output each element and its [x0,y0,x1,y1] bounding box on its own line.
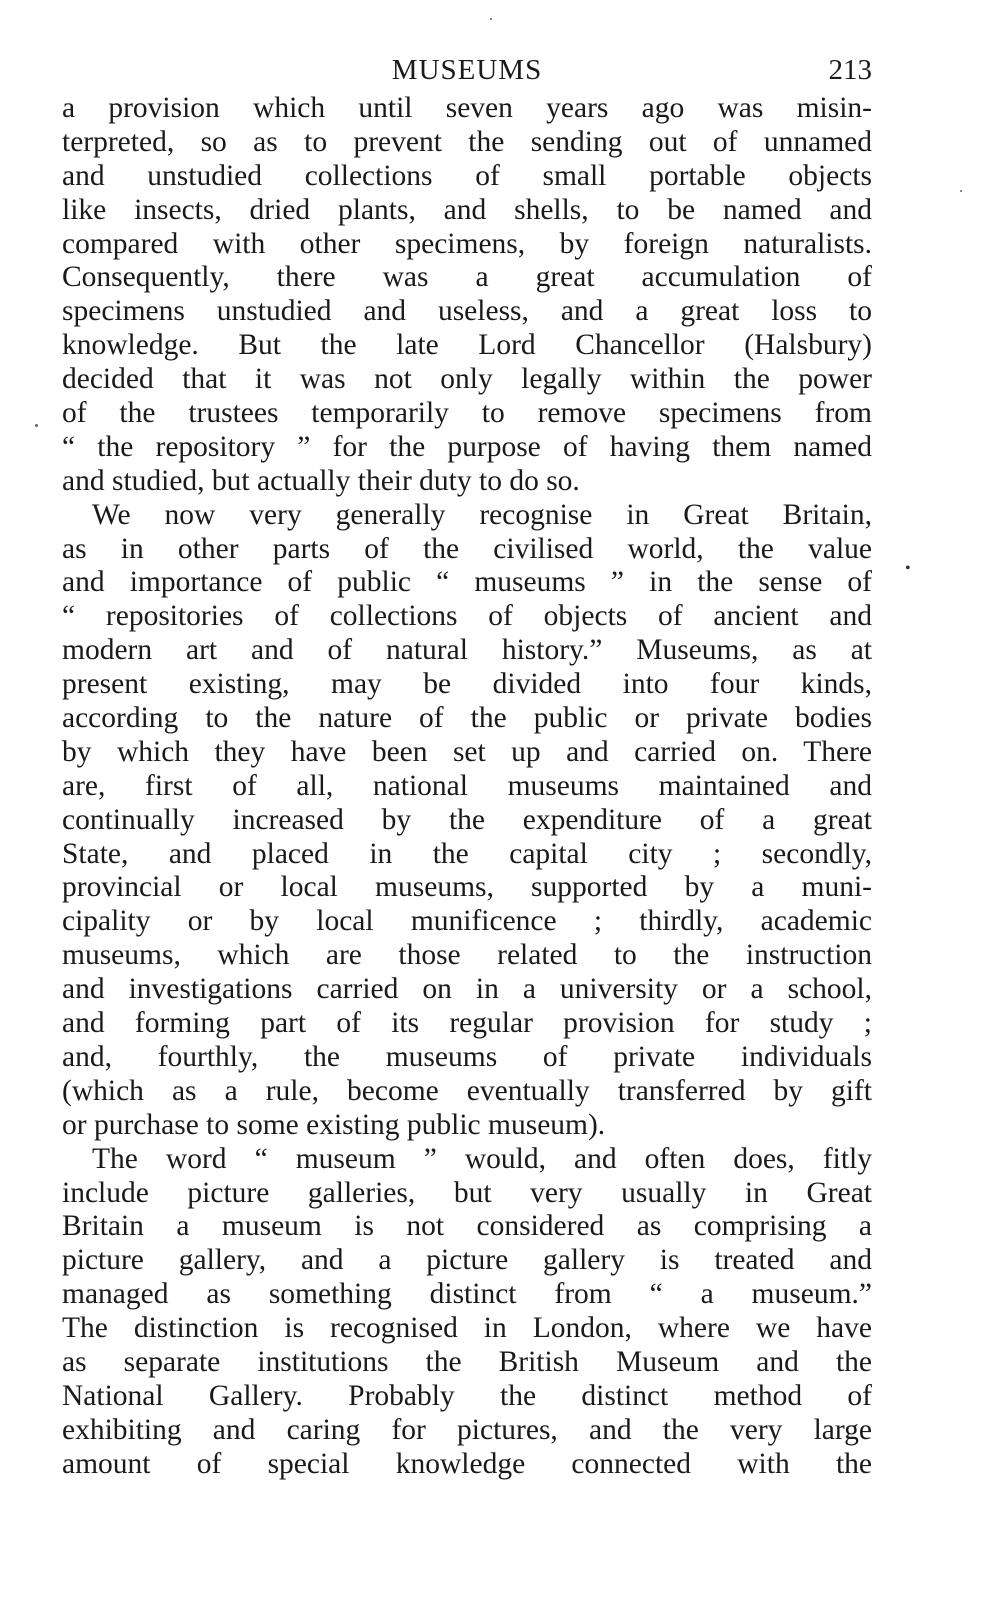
text-line: present existing, may be divided into four kinds, [62,668,872,701]
text-line: decided that it was not only legally within the power [62,363,872,396]
text-line: Britain a museum is not considered as comprising a [62,1210,872,1243]
text-line: continually increased by the expenditure of a great [62,803,872,836]
text-line: or purchase to some existing public museum). [62,1108,606,1141]
text-line: are, first of all, national museums maintained and [62,769,872,802]
text-line: and, fourthly, the museums of private individuals [62,1040,872,1073]
text-line: amount of special knowledge connected with the [62,1447,872,1480]
text-line: as in other parts of the civilised world, the value [62,532,872,565]
text-line: as separate institutions the British Museum and the [62,1345,872,1378]
text-line: provincial or local museums, supported by a muni- [62,871,872,904]
text-line: modern art and of natural history.” Museums, as at [62,634,872,667]
text-line: The word “ museum ” would, and often does, fitly [92,1142,872,1175]
text-line: compared with other specimens, by foreign naturalists. [62,227,872,260]
page-number: 213 [828,54,872,86]
stray-mark [490,18,492,20]
text-line: State, and placed in the capital city ; secondly, [62,837,872,870]
running-head: MUSEUMS [391,54,543,86]
margin-mark: • [905,560,911,577]
text-line: specimens unstudied and useless, and a great loss to [62,295,872,328]
text-line: and studied, but actually their duty to do so. [62,464,580,497]
text-line: “ repositories of collections of objects of ancient and [62,600,872,633]
text-line: museums, which are those related to the instruction [62,939,872,972]
text-line: cipality or by local munificence ; thirdly, academic [62,905,872,938]
text-line: like insects, dried plants, and shells, to be named and [62,193,872,226]
text-line: and forming part of its regular provision for study ; [62,1007,872,1040]
text-line: and unstudied collections of small portable objects [62,159,872,192]
margin-mark [35,424,38,427]
text-line: picture gallery, and a picture gallery is treated and [62,1244,872,1277]
text-line: include picture galleries, but very usually in Great [62,1176,872,1209]
text-line: knowledge. But the late Lord Chancellor (Halsbury) [62,329,872,362]
text-line: terpreted, so as to prevent the sending out of unnamed [62,125,872,158]
book-page [62,48,872,1482]
text-line: by which they have been set up and carried on. There [62,735,872,768]
text-line: and importance of public “ museums ” in the sense of [62,566,872,599]
body-text [62,92,872,1482]
text-line: National Gallery. Probably the distinct method of [62,1379,872,1412]
text-line: a provision which until seven years ago was misin- [62,92,872,124]
text-line: The distinction is recognised in London, where we have [62,1312,872,1345]
text-line: “ the repository ” for the purpose of having them named [62,430,872,463]
stray-mark [960,190,962,192]
text-line: according to the nature of the public or private bodies [62,702,872,735]
text-line: (which as a rule, become eventually transferred by gift [62,1074,872,1107]
text-line: managed as something distinct from “ a museum.” [62,1278,872,1311]
text-line: of the trustees temporarily to remove specimens from [62,397,872,430]
text-line: We now very generally recognise in Great Britain, [92,498,872,531]
page-header [62,48,872,92]
text-line: Consequently, there was a great accumulation of [62,261,872,294]
text-line: exhibiting and caring for pictures, and the very large [62,1413,872,1446]
text-line: and investigations carried on in a university or a school, [62,973,872,1006]
